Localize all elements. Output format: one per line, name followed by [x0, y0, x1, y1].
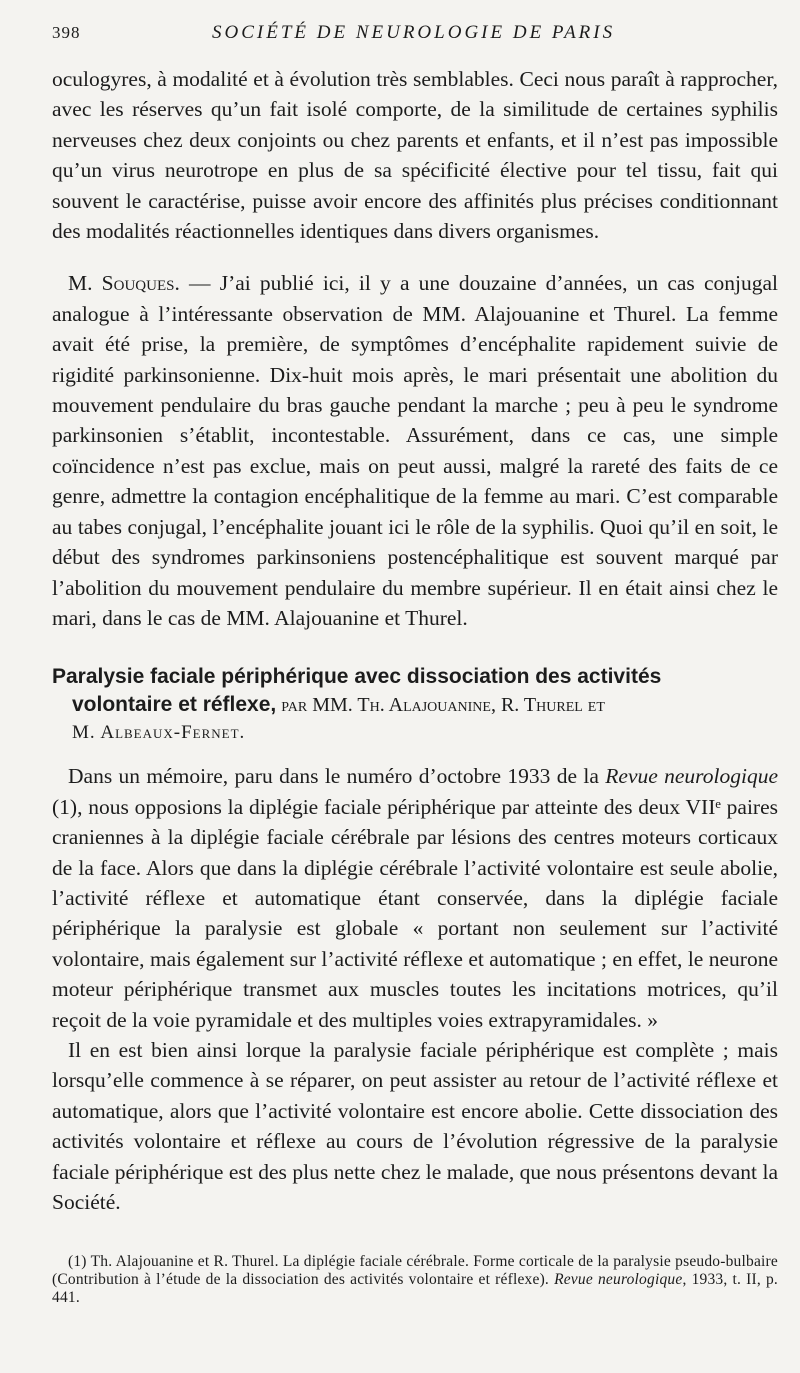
- memoire-text-1: Dans un mémoire, paru dans le numéro d’octobre 1933 de la: [68, 764, 606, 789]
- journal-title: SOCIÉTÉ DE NEUROLOGIE DE PARIS: [212, 22, 616, 43]
- paragraph-memoire: [52, 761, 778, 1035]
- article-title-line1: Paralysie faciale périphérique avec dissociation des activités: [52, 665, 662, 689]
- article-authors: par MM. Th. Alajouanine, R. Thurel et: [276, 694, 605, 717]
- paragraph-souques: [52, 268, 778, 633]
- memoire-text-2: (1), nous opposions la diplégie faciale périphérique par atteinte des deux VIIᵉ paires craniennes à la diplégie faciale cérébrale par lésions des centres moteurs corticaux de la face. Alors que dans la diplégie cérébrale l’activité volontaire est seule abolie, l’activité réflexe et automatique étant conservée, dans la diplégie faciale périphérique la paralysie est globale « portant non seulement sur l’activité volontaire, mais également sur l’activité réflexe et automatique ; en effet, le neurone moteur périphérique transmet aux muscles toutes les incitations motrices, qu’il reçoit de la voie pyramidale et des multiples voies extrapyramidales. »: [52, 794, 778, 1032]
- running-head: [52, 22, 778, 62]
- article-title-line2: [52, 691, 778, 719]
- journal-name-italic: Revue neurologique: [605, 764, 778, 789]
- speaker-name: M. Souques.: [68, 271, 180, 296]
- article-title-line2-text: volontaire et réflexe,: [72, 693, 277, 717]
- page-number: 398: [52, 23, 81, 42]
- footnote-text-2: , 1933, t. II, p. 441.: [52, 1271, 778, 1307]
- footnote-text-1: (1) Th. Alajouanine et R. Thurel. La diplégie faciale cérébrale. Forme corticale de la paralysie pseudo-bulbaire (Contribution à l’étude de la dissociation des activités volontaire et réflexe).: [52, 1253, 778, 1289]
- article-title: [52, 663, 778, 719]
- paragraph-dissociation: Il en est bien ainsi lorque la paralysie faciale périphérique est complète ; mais lorsqu’elle commence à se réparer, on peut assister au retour de l’activité réflexe et automatique, alors que l’activité volontaire est encore abolie. Cette dissociation des activités volontaire et réflexe au cours de l’évolution régressive de la paralysie faciale périphérique est des plus nette chez le malade, que nous présentons devant la Société.: [52, 1037, 778, 1214]
- footnote-journal-italic: Revue neurologique: [554, 1271, 683, 1289]
- souques-text: — J’ai publié ici, il y a une douzaine d’années, un cas conjugal analogue à l’intéressante observation de MM. Alajouanine et Thurel. La femme avait été prise, la première, de symptômes d’encéphalite rapidement suivie de rigidité parkinsonienne. Dix-huit mois après, le mari présentait une abolition du mouvement pendulaire du bras gauche pendant la marche ; peu à peu le syndrome parkinsonien s’établit, incontestable. Assurément, dans ce cas, une simple coïncidence n’est pas exclue, mais on peut aussi, malgré la rareté des faits de ce genre, admettre la contagion encéphalitique de la femme au mari. C’est comparable au tabes conjugal, l’encéphalite jouant ici le rôle de la syphilis. Quoi qu’il en soit, le début des syndromes parkinsoniens postencéphalitique est souvent marqué par l’abolition du mouvement pendulaire du membre supérieur. Il en était ainsi chez le mari, dans le cas de MM. Alajouanine et Thurel.: [52, 271, 778, 630]
- article-authors-line2: M. Albeaux-Fernet.: [72, 722, 246, 744]
- footnote: [52, 1253, 778, 1307]
- paragraph-continuation: oculogyres, à modalité et à évolution très semblables. Ceci nous paraît à rapprocher, avec les réserves qu’un fait isolé comporte, de la similitude de certaines syphilis nerveuses chez deux conjoints ou chez parents et enfants, et il n’est pas impossible qu’un virus neurotrope en plus de sa spécificité élective pour tel tissu, fait qui souvent le caractérise, puisse avoir encore des affinités plus précises conditionnant des modalités réactionnelles identiques dans divers organismes.: [52, 67, 778, 244]
